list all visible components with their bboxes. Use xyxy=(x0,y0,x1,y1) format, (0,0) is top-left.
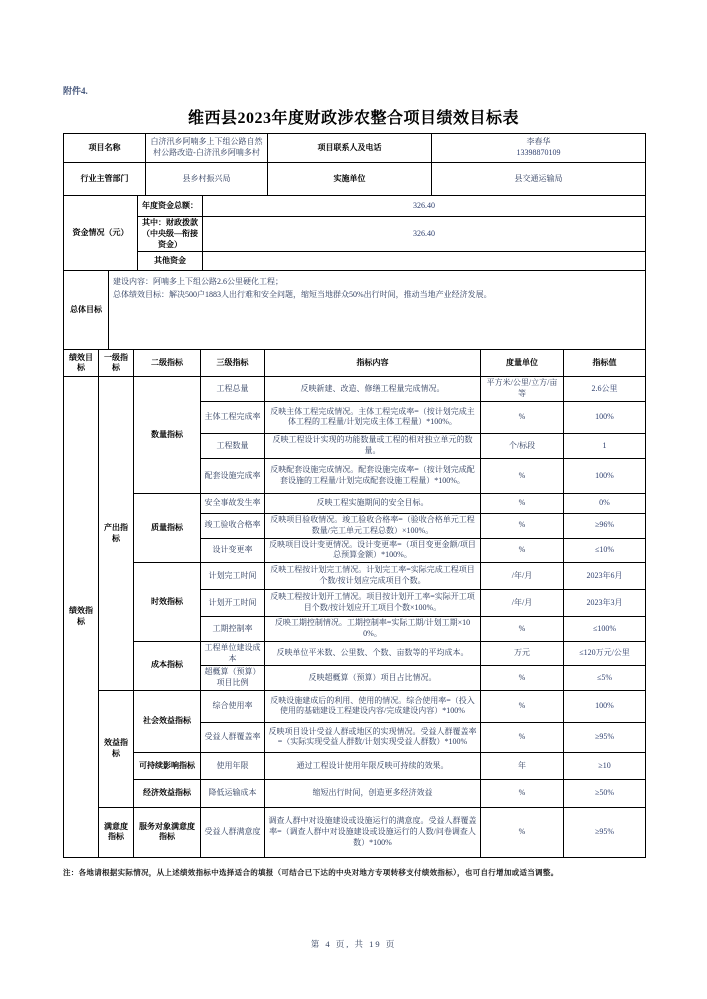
indicator-value: ≥95% xyxy=(564,722,646,752)
level2-service-satisfaction: 服务对象满意度指标 xyxy=(134,807,201,857)
indicator-unit: /年/月 xyxy=(481,590,564,617)
level3-name: 配套设施完成率 xyxy=(201,458,265,493)
overall-line1: 建设内容：阿喃多上下组公路2.6公里硬化工程； xyxy=(113,277,283,287)
header-level3: 三级指标 xyxy=(201,350,265,377)
level3-name: 竣工验收合格率 xyxy=(201,513,265,538)
level3-name: 主体工程完成率 xyxy=(201,401,265,433)
indicator-unit: 年 xyxy=(481,752,564,779)
level2-timeliness: 时效指标 xyxy=(134,563,201,642)
level2-sustainability: 可持续影响指标 xyxy=(134,752,201,779)
indicator-content: 通过工程设计使用年限反映可持续的效果。 xyxy=(265,752,481,779)
indicator-value: 2023年6月 xyxy=(564,563,646,590)
funding-table xyxy=(63,195,646,271)
funding-label: 资金情况（元） xyxy=(64,196,138,271)
indicator-value: 100% xyxy=(564,458,646,493)
indicator-value: ≤100% xyxy=(564,617,646,642)
indicator-value: ≤10% xyxy=(564,538,646,563)
level3-name: 工期控制率 xyxy=(201,617,265,642)
indicator-value: 100% xyxy=(564,401,646,433)
level3-name: 工程数量 xyxy=(201,433,265,458)
indicator-content: 反映项目设计变更情况。设计变更率=（项目变更金额/项目总预算金额）*100%。 xyxy=(265,538,481,563)
overall-line2: 总体绩效目标：解决500户1883人出行难和安全问题，缩短当地群众50%出行时间，推动当地产业经济发展。 xyxy=(113,290,492,300)
indicator-content: 反映超概算（预算）项目占比情况。 xyxy=(265,666,481,691)
indicator-unit: 万元 xyxy=(481,641,564,666)
indicator-unit: % xyxy=(481,538,564,563)
contact-value xyxy=(432,134,646,163)
level1-output: 产出指标 xyxy=(99,377,134,691)
indicator-content: 反映新建、改造、修缮工程量完成情况。 xyxy=(265,377,481,402)
indicator-value: 2023年3月 xyxy=(564,590,646,617)
project-name-label: 项目名称 xyxy=(64,134,146,163)
level3-name: 计划完工时间 xyxy=(201,563,265,590)
level3-name: 超概算（预算）项目比例 xyxy=(201,666,265,691)
indicator-content: 调查人群中对设施建设或设施运行的满意度。受益人群覆盖率=（调查人群中对设施建设或设施运行的人数/问卷调查人数）*100% xyxy=(265,807,481,857)
indicator-value: ≥96% xyxy=(564,513,646,538)
indicator-value: 1 xyxy=(564,433,646,458)
level3-name: 受益人群覆盖率 xyxy=(201,722,265,752)
table-row xyxy=(64,493,646,513)
indicator-value: ≤120万元/公里 xyxy=(564,641,646,666)
level3-name: 安全事故发生率 xyxy=(201,493,265,513)
indicator-unit: % xyxy=(481,458,564,493)
indicator-content: 反映项目设计受益人群或地区的实现情况。受益人群覆盖率=（实际实现受益人群数/计划实现受益人群数）*100% xyxy=(265,722,481,752)
level3-name: 使用年限 xyxy=(201,752,265,779)
level2-cost: 成本指标 xyxy=(134,641,201,690)
table-row xyxy=(64,807,646,857)
indicator-content: 反映项目验收情况。竣工验收合格率=（验收合格单元工程数量/完工单元工程总数）×100%。 xyxy=(265,513,481,538)
dept-label: 行业主管部门 xyxy=(64,163,146,196)
indicator-value: 2.6公里 xyxy=(564,377,646,402)
header-performance-target: 绩效目标 xyxy=(64,350,99,377)
level3-name: 受益人群满意度 xyxy=(201,807,265,857)
indicator-unit: % xyxy=(481,779,564,807)
indicator-content: 反映工程按计划完工情况。计划完工率=实际完成工程项目个数/按计划应完成项目个数。 xyxy=(265,563,481,590)
contact-phone: 13398870109 xyxy=(516,148,561,157)
indicator-content: 缩短出行时间，创造更多经济效益 xyxy=(265,779,481,807)
attachment-label: 附件4. xyxy=(63,86,88,96)
overall-target-table xyxy=(63,270,646,350)
table-row xyxy=(64,563,646,590)
level2-economic-benefit: 经济效益指标 xyxy=(134,779,201,807)
overall-label: 总体目标 xyxy=(64,271,109,350)
level3-name: 降低运输成本 xyxy=(201,779,265,807)
indicator-unit: % xyxy=(481,690,564,722)
indicator-content: 反映配套设施完成情况。配套设施完成率=（按计划完成配套设施的工程量/计划完成配套设施工程量）*100%。 xyxy=(265,458,481,493)
indicator-unit: % xyxy=(481,807,564,857)
indicator-content: 反映单位平米数、公里数、个数、亩数等的平均成本。 xyxy=(265,641,481,666)
header-level1: 一级指标 xyxy=(99,350,134,377)
level2-quantity: 数量指标 xyxy=(134,377,201,494)
table-row xyxy=(64,779,646,807)
table-row xyxy=(64,377,646,402)
contact-name: 李春华 xyxy=(526,137,551,147)
dept-value: 县乡村振兴局 xyxy=(146,163,268,196)
level2-quality: 质量指标 xyxy=(134,493,201,562)
header-value: 指标值 xyxy=(564,350,646,377)
level3-name: 工程单位建设成本 xyxy=(201,641,265,666)
indicator-content: 反映工程实施期间的安全目标。 xyxy=(265,493,481,513)
level3-name: 设计变更率 xyxy=(201,538,265,563)
indicator-unit: % xyxy=(481,617,564,642)
indicator-value: ≥95% xyxy=(564,807,646,857)
indicator-unit: % xyxy=(481,722,564,752)
indicator-value: ≥10 xyxy=(564,752,646,779)
indicator-unit: 平方米/公里/立方/亩等 xyxy=(481,377,564,402)
indicator-value: ≤5% xyxy=(564,666,646,691)
table-row xyxy=(64,690,646,722)
funding-row-name: 年度资金总额： xyxy=(138,196,203,217)
indicator-unit: % xyxy=(481,401,564,433)
table-row xyxy=(64,641,646,666)
level2-social-benefit: 社会效益指标 xyxy=(134,690,201,752)
funding-row-name: 其中：财政拨款（中央级—衔接资金） xyxy=(138,217,203,252)
level1-satisfaction: 满意度指标 xyxy=(99,807,134,857)
impl-value: 县交通运输局 xyxy=(432,163,646,196)
indicator-content: 反映工期控制情况。工期控制率=实际工期/计划工期×100%。 xyxy=(265,617,481,642)
contact-label: 项目联系人及电话 xyxy=(268,134,432,163)
indicator-unit: % xyxy=(481,513,564,538)
indicator-value: 0% xyxy=(564,493,646,513)
funding-row-value: 326.40 xyxy=(203,217,646,252)
project-name-value: 白济汛乡阿喃多上下组公路自然村公路改造-白济汛乡阿喃多村 xyxy=(146,134,268,163)
funding-row-value: 326.40 xyxy=(203,196,646,217)
level3-name: 综合使用率 xyxy=(201,690,265,722)
indicator-unit: % xyxy=(481,666,564,691)
performance-table xyxy=(63,349,646,858)
indicator-value: 100% xyxy=(564,690,646,722)
indicator-unit: % xyxy=(481,493,564,513)
performance-header-row xyxy=(64,350,646,377)
funding-row-value xyxy=(203,252,646,271)
table-row xyxy=(64,752,646,779)
overall-content xyxy=(109,271,646,350)
footnote: 注：各地请根据实际情况，从上述绩效指标中选择适合的填报（可结合已下达的中央对地方专项转移支付绩效指标），也可自行增加或适当调整。 xyxy=(63,867,559,877)
funding-row-name: 其他资金 xyxy=(138,252,203,271)
document-tables xyxy=(63,133,646,878)
page-title: 维西县2023年度财政涉农整合项目绩效目标表 xyxy=(187,110,519,127)
indicator-value: ≥50% xyxy=(564,779,646,807)
level3-name: 工程总量 xyxy=(201,377,265,402)
indicator-content: 反映设施建成后的利用、使用的情况。综合使用率=（投入使用的基础建设工程建设内容/完成建设内容）*100% xyxy=(265,690,481,722)
header-level2: 二级指标 xyxy=(134,350,201,377)
header-content: 指标内容 xyxy=(265,350,481,377)
header-unit: 度量单位 xyxy=(481,350,564,377)
indicator-unit: 个/标段 xyxy=(481,433,564,458)
indicator-unit: /年/月 xyxy=(481,563,564,590)
level3-name: 计划开工时间 xyxy=(201,590,265,617)
indicator-content: 反映工程设计实现的功能数量或工程的相对独立单元的数量。 xyxy=(265,433,481,458)
indicator-content: 反映工程按计划开工情况。项目按计划开工率=实际开工项目个数/按计划应开工项目个数×100%。 xyxy=(265,590,481,617)
performance-indicator-label: 绩效指标 xyxy=(64,377,99,858)
project-info-table xyxy=(63,133,646,196)
impl-label: 实施单位 xyxy=(268,163,432,196)
indicator-content: 反映主体工程完成情况。主体工程完成率=（按计划完成主体工程的工程量/计划完成主体工程量）*100%。 xyxy=(265,401,481,433)
level1-benefit: 效益指标 xyxy=(99,690,134,807)
page-number: 第 4 页, 共 19 页 xyxy=(310,939,397,949)
